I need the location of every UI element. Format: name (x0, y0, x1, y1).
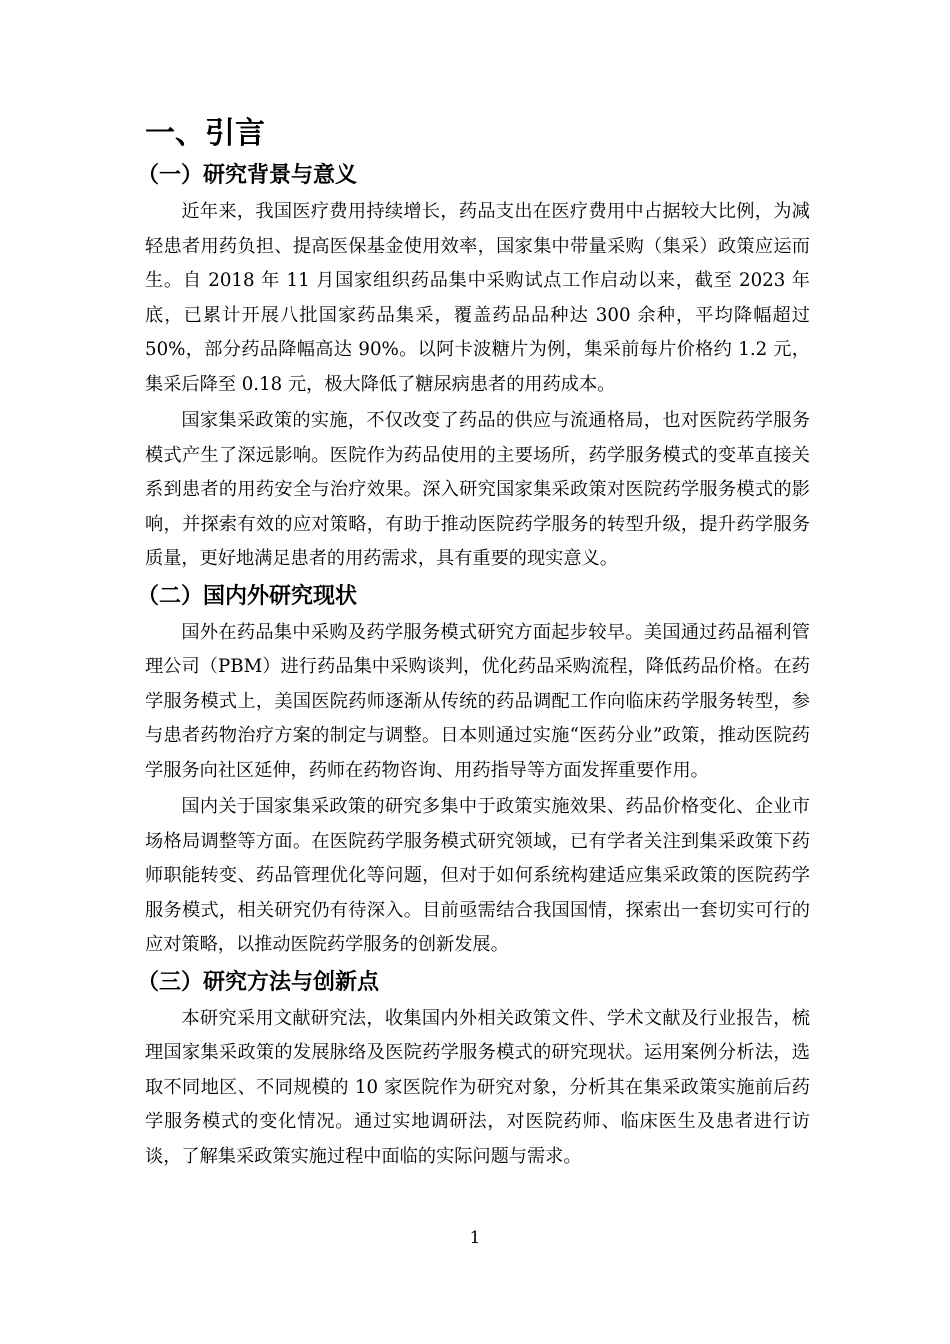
section-heading: （二）国内外研究现状 (137, 583, 358, 609)
section-methods (137, 965, 810, 1175)
section-background (137, 158, 810, 577)
paragraph: 国家集采政策的实施，不仅改变了药品的供应与流通格局，也对医院药学服务模式产生了深远影响。医院作为药品使用的主要场所，药学服务模式的变革直接关系到患者的用药安全与治疗效果。深入研究国家集采政策对医院药学服务模式的影响，并探索有效的应对策略，有助于推动医院药学服务的转型升级，提升药学服务质量，更好地满足患者的用药需求，具有重要的现实意义。 (145, 410, 810, 569)
section-heading: （三）研究方法与创新点 (137, 969, 380, 995)
page-number: 1 (469, 1228, 481, 1248)
paragraph: 近年来，我国医疗费用持续增长，药品支出在医疗费用中占据较大比例，为减轻患者用药负担、提高医保基金使用效率，国家集中带量采购（集采）政策应运而生。自 2018 年 11 月国家组织药品集中采购试点工作启动以来，截至 2023 年底，已累计开展八批国家药品集采，覆盖药品品种达 300 余种，平均降幅超过 50%，部分药品降幅高达 90%。以阿卡波糖片为例，集采前每片价格约 1.2 元，集采后降至 0.18 元，极大降低了糖尿病患者的用药成本。 (145, 201, 810, 395)
page-content (137, 112, 810, 1176)
paragraph: 国外在药品集中采购及药学服务模式研究方面起步较早。美国通过药品福利管理公司（PBM）进行药品集中采购谈判，优化药品采购流程，降低药品价格。在药学服务模式上，美国医院药师逐渐从传统的药品调配工作向临床药学服务转型，参与患者药物治疗方案的制定与调整。日本则通过实施“医药分业”政策，推动医院药学服务向社区延伸，药师在药物咨询、用药指导等方面发挥重要作用。 (145, 621, 810, 781)
chapter-heading: 一、引言 (145, 116, 265, 151)
section-heading: （一）研究背景与意义 (137, 163, 358, 188)
paragraph: 本研究采用文献研究法，收集国内外相关政策文件、学术文献及行业报告，梳理国家集采政策的发展脉络及医院药学服务模式的研究现状。运用案例分析法，选取不同地区、不同规模的 10 家医院作为研究对象，分析其在集采政策实施前后药学服务模式的变化情况。通过实地调研法，对医院药师、临床医生及患者进行访谈，了解集采政策实施过程中面临的实际问题与需求。 (145, 1007, 810, 1167)
section-research-status (137, 579, 810, 963)
paragraph: 国内关于国家集采政策的研究多集中于政策实施效果、药品价格变化、企业市场格局调整等方面。在医院药学服务模式研究领域，已有学者关注到集采政策下药师职能转变、药品管理优化等问题，但对于如何系统构建适应集采政策的医院药学服务模式，相关研究仍有待深入。目前亟需结合我国国情，探索出一套切实可行的应对策略，以推动医院药学服务的创新发展。 (145, 796, 810, 955)
